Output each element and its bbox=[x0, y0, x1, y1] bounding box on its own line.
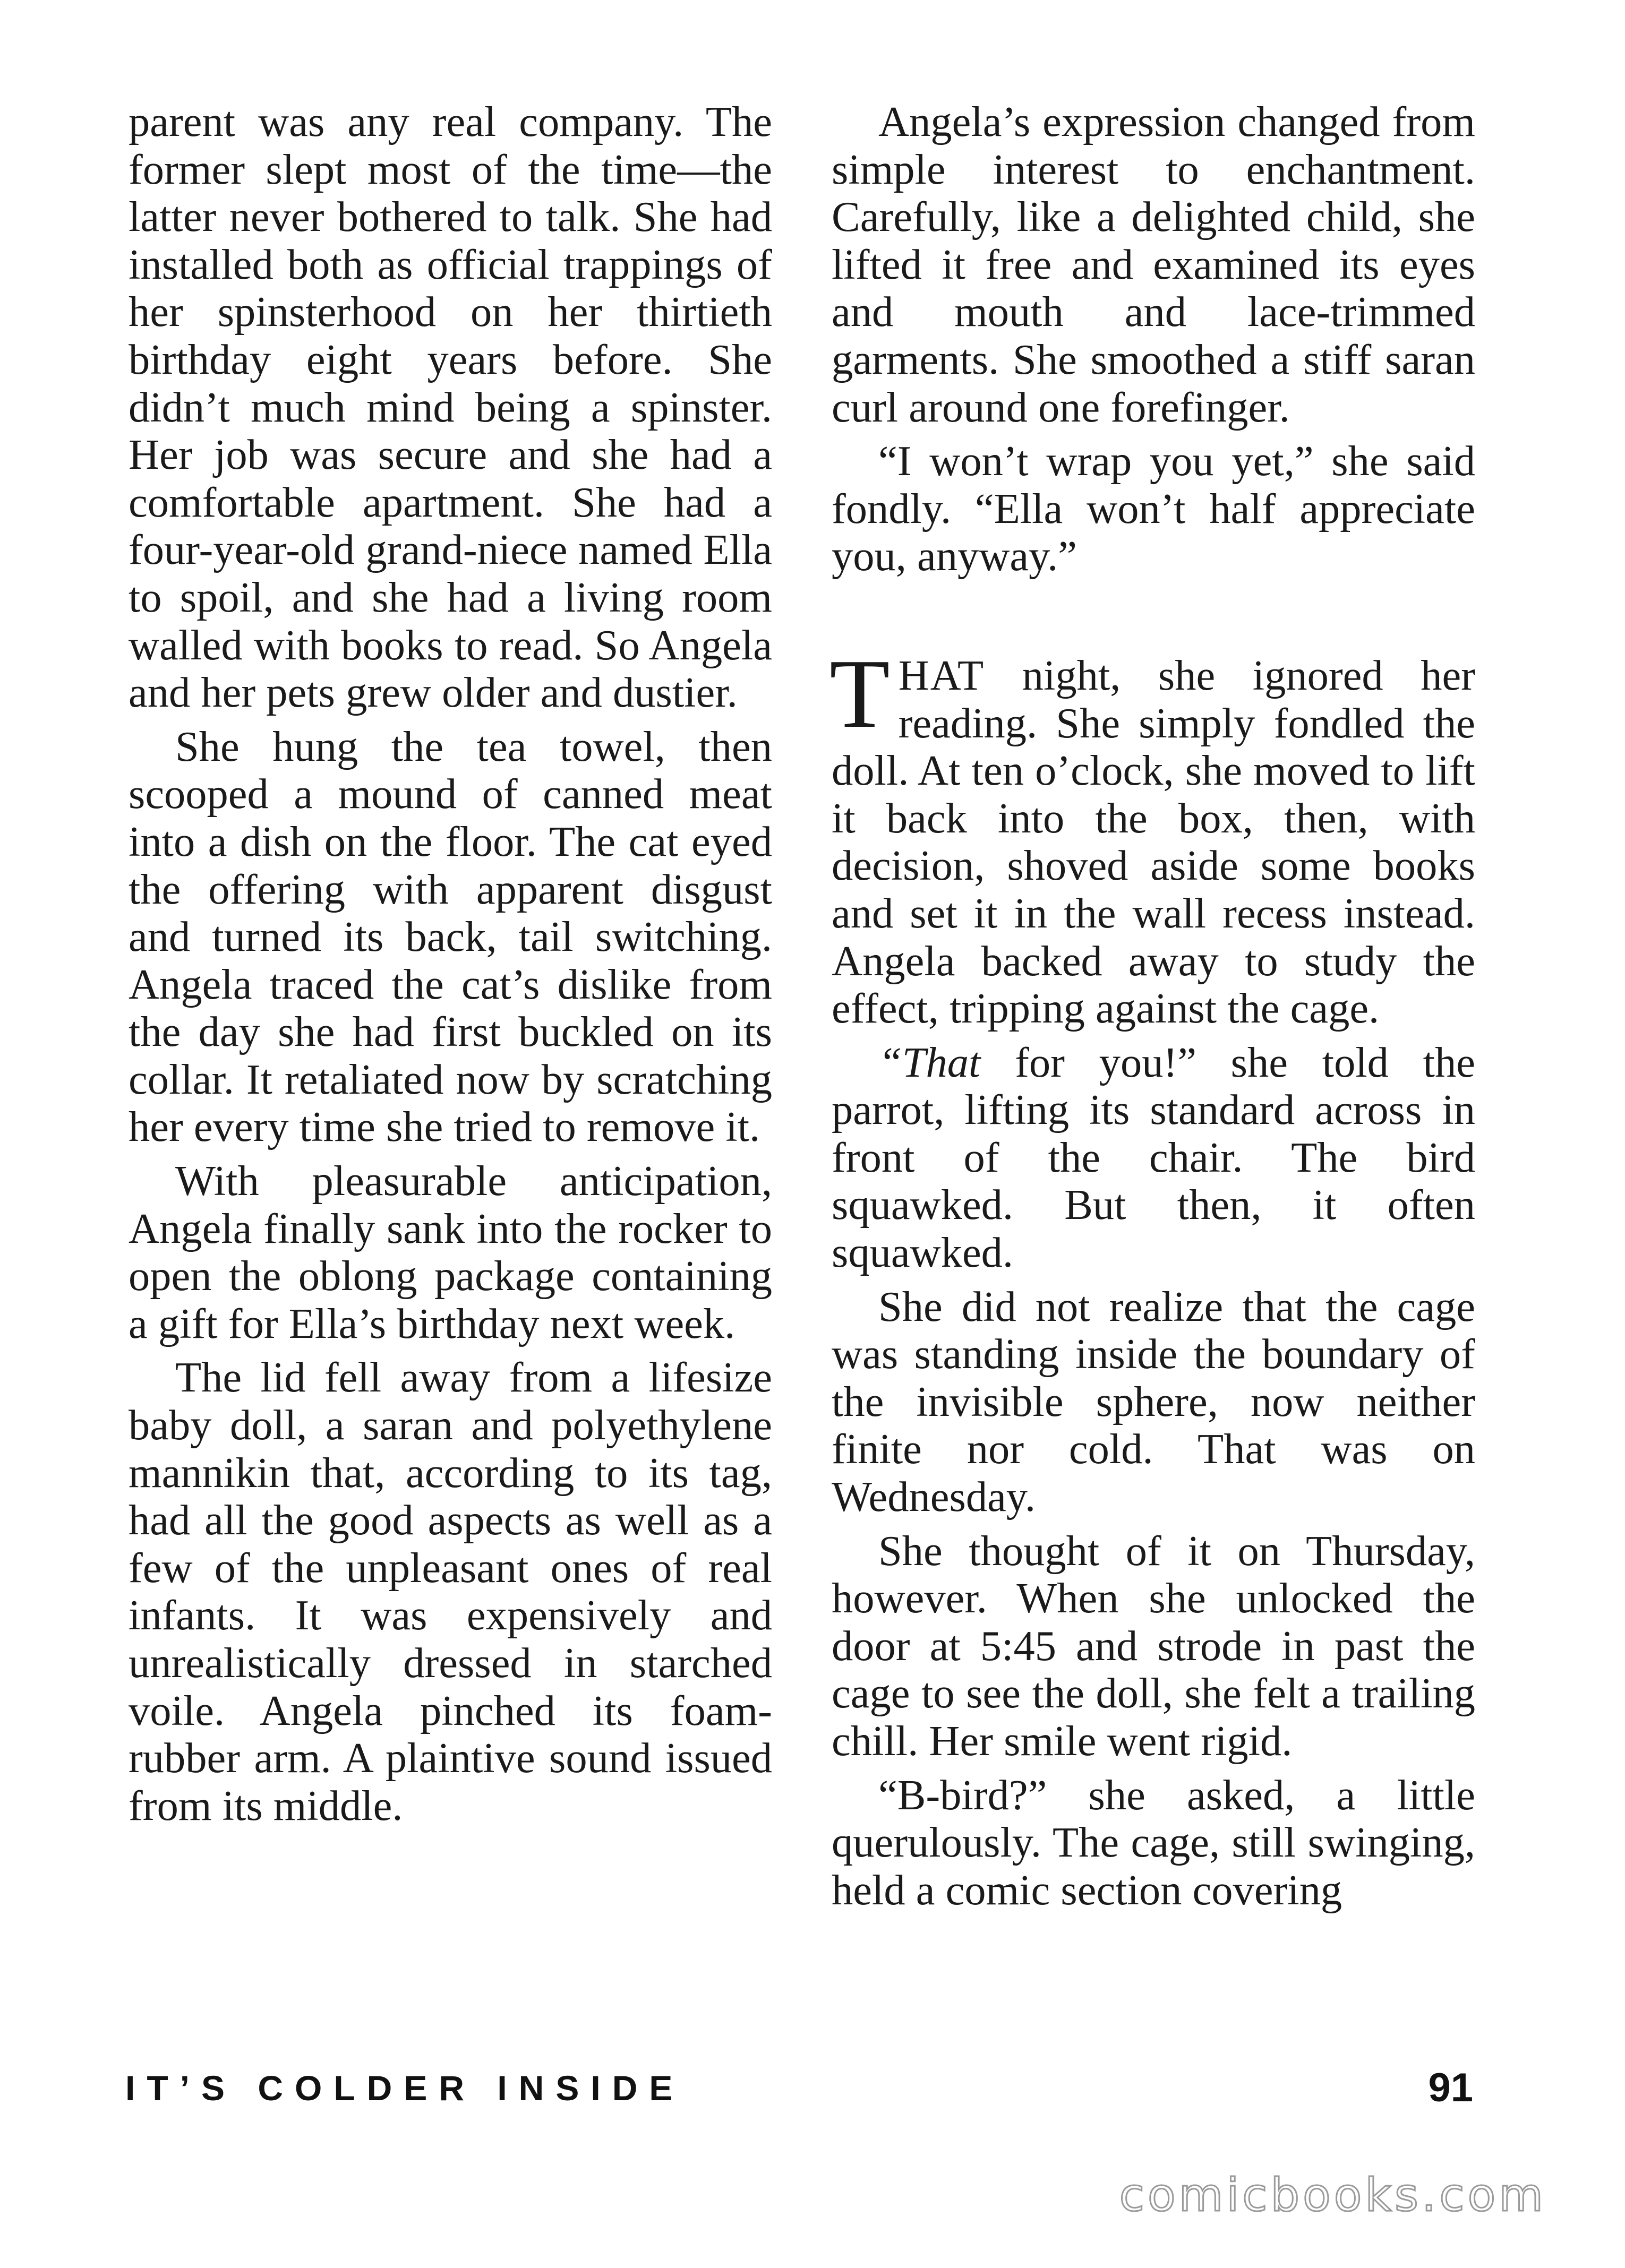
paragraph: “B-bird?” she asked, a little querulously. The cage, still swinging, held a comic section covering bbox=[832, 1771, 1475, 1914]
left-text-column bbox=[129, 98, 772, 1829]
section-break bbox=[832, 580, 1475, 652]
running-title: IT’S COLDER INSIDE bbox=[125, 2068, 685, 2108]
paragraph-text: for you!” she told the parrot, lifting its standard across in front of the chair. The bird squawked. But then, it often squawked. bbox=[832, 1038, 1475, 1277]
right-text-column bbox=[829, 98, 1475, 1914]
drop-cap-letter: T bbox=[829, 639, 890, 749]
paragraph-text: night, she ignored her reading. She simply fondled the doll. At ten o’clock, she moved to lift it back into the box, then, with decision, shoved aside some books and set it in the wall recess instead. Angela backed away to study the effect, tripping against the cage. bbox=[832, 651, 1475, 1033]
italic-word: “That bbox=[878, 1038, 981, 1086]
paragraph: She thought of it on Thursday, however. When she unlocked the door at 5:45 and strode in past the cage to see the doll, she felt a trailing chill. Her smile went rigid. bbox=[832, 1527, 1475, 1765]
paragraph: “I won’t wrap you yet,” she said fondly. “Ella won’t half appreciate you, anyway.” bbox=[832, 437, 1475, 580]
paragraph bbox=[832, 1039, 1475, 1277]
dropcap-paragraph bbox=[829, 639, 1475, 1033]
paragraph: With pleasurable anticipation, Angela finally sank into the rocker to open the oblong package containing a gift for Ella’s birthday next week. bbox=[129, 1157, 772, 1347]
paragraph: Angela’s expression changed from simple interest to enchantment. Carefully, like a delighted child, she lifted it free and examined its eyes and mouth and lace-trimmed garments. She smoothed a stiff saran curl around one forefinger. bbox=[832, 98, 1475, 431]
paragraph: She hung the tea towel, then scooped a mound of canned meat into a dish on the floor. The cat eyed the offering with apparent disgust and turned its back, tail switching. Angela traced the cat’s dislike from the day she had first buckled on its collar. It retaliated now by scratching her every time she tried to remove it. bbox=[129, 723, 772, 1151]
watermark-logo: comicbooks.com bbox=[1119, 2169, 1546, 2222]
paragraph: She did not realize that the cage was standing inside the boundary of the invisible sphere, now neither finite nor cold. That was on Wednesday. bbox=[832, 1283, 1475, 1521]
paragraph: parent was any real company. The former slept most of the time—the latter never bothered to talk. She had installed both as official trappings of her spinsterhood on her thirtieth birthday eight years before. She didn’t much mind being a spinster. Her job was secure and she had a comfortable apartment. She had a four-year-old grand-niece named Ella to spoil, and she had a living room walled with books to read. So Angela and her pets grew older and dustier. bbox=[129, 98, 772, 717]
page-number: 91 bbox=[1428, 2065, 1473, 2110]
small-caps-lead: HAT bbox=[898, 651, 985, 699]
paragraph: The lid fell away from a lifesize baby doll, a saran and polyethylene mannikin that, according to its tag, had all the good aspects as well as a few of the unpleasant ones of real infants. It was expensively and unrealistically dressed in starched voile. Angela pinched its foam-rubber arm. A plaintive sound issued from its middle. bbox=[129, 1354, 772, 1829]
